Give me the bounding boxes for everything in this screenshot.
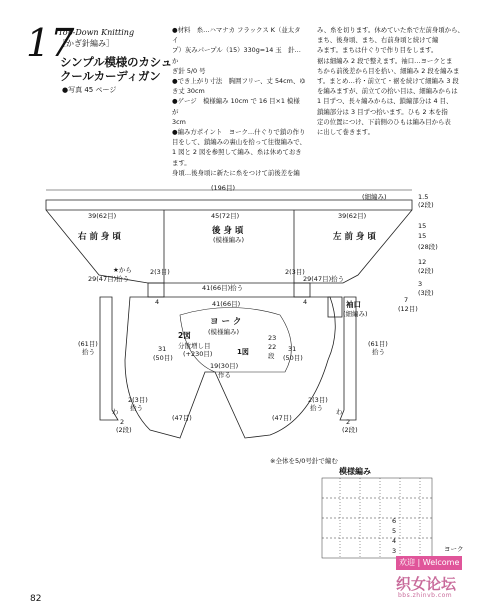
back-label: 後 身 頃: [212, 226, 244, 236]
row-label: 4: [392, 537, 397, 545]
photo-reference: ●写真 45 ページ: [62, 86, 117, 94]
instruction-line: 鎖編部分は 3 目ずつ拾います。ひも 2 本を指: [317, 107, 448, 116]
side-dim: (28段): [418, 243, 438, 251]
border-label: (細編み): [362, 193, 387, 201]
watermark-site: 织女论坛: [396, 575, 457, 593]
cuff-7: 7: [404, 296, 409, 304]
instruction-line: プ）灰みパープル（15）330g=14 玉 針…か: [172, 46, 301, 65]
under-2-left: 2(3目): [128, 396, 148, 404]
left-front-width: 39(62目): [338, 212, 367, 220]
neck-width: 19(30目): [210, 362, 239, 370]
series-label: Top-Down Knitting: [58, 28, 135, 37]
right-front-width: 39(62目): [88, 212, 117, 220]
under-47-right: (47目): [272, 414, 292, 422]
front-band-left: [100, 297, 118, 420]
start-mark: ★から: [113, 266, 132, 274]
instruction-line: 1 目ずつ、長々編みからは、鎖編部分は 4 目、: [317, 97, 453, 106]
instruction-line: ●ゲージ 模様編み 10cm で 16 目×1 模様が: [172, 97, 300, 116]
watermark-url: bbs.zhinvb.com: [398, 592, 453, 599]
pick-29-left: 29(47目)拾う: [88, 275, 130, 283]
neck-make: 作る: [218, 371, 231, 379]
instruction-line: み、糸を切ります。休めていた糸で左前身頃から、: [317, 26, 464, 34]
pattern-number: 17: [26, 21, 75, 65]
instruction-line: に出して巻きます。: [317, 128, 375, 137]
wa-left: わ: [112, 408, 119, 416]
instruction-line: 3cm: [172, 117, 186, 126]
band-pick-right: 拾う: [372, 348, 385, 356]
yoke-sub-label: (模様編み): [208, 328, 240, 336]
n4-left: 4: [155, 298, 160, 306]
rows-23: 23: [268, 334, 277, 342]
instruction-line: みます。まちは什ぐりで作り目をします。: [317, 46, 438, 55]
side-dim: (2段): [418, 267, 434, 275]
under-47-left: (47目): [172, 414, 192, 422]
side-dim: 15: [418, 232, 427, 240]
half-2-right: 2: [346, 418, 351, 426]
instruction-line: 定の位置につけ、下前側のひもは編み目から表: [317, 117, 451, 126]
pick-2-3-left: 2(3目): [150, 268, 170, 276]
page-number: 82: [30, 594, 42, 604]
pick-2-3-right: 2(3目): [285, 268, 305, 276]
instruction-line: ぎ針 5/0 号: [172, 66, 206, 75]
needle-note: ※全体を5/0号針で編む: [270, 457, 338, 465]
instruction-line: を編みますが、前立ての拾い目は、細編みからは: [317, 87, 458, 96]
row-label: 3: [392, 547, 397, 555]
watermark-badge: 欢迎 | Welcome: [396, 556, 462, 570]
under-pick-left: 拾う: [130, 404, 143, 412]
half-2b-right: (2段): [342, 426, 358, 434]
dist-increase: 分散増し目: [178, 342, 211, 350]
half-2-left: 2: [120, 418, 125, 426]
machi-pick: 41(66目)拾う: [202, 284, 244, 292]
side-dim: 1.5: [418, 193, 429, 201]
yoke-31-left: 31: [158, 345, 167, 353]
cuff-12: (12目): [398, 305, 418, 313]
fig2-label: 2図: [178, 331, 191, 340]
side-dim: (3段): [418, 289, 434, 297]
instruction-line: き丈 30cm: [172, 87, 205, 96]
yoke-label: ヨ ー ク: [210, 317, 242, 327]
fig1-label: 1図: [237, 348, 249, 356]
instruction-line: 身頃…後身頃に新たに糸をつけて前後差を編: [172, 168, 300, 177]
instruction-line: す。まとめ…衿・前立て・裾を続けて細編み 3 段: [317, 77, 459, 86]
instruction-line: 裾は細編み 2 段で整えます。袖口…ヨークとま: [317, 56, 453, 65]
side-dim: (2段): [418, 201, 434, 209]
under-pick-right: 拾う: [310, 404, 323, 412]
instruction-line: ●材料 糸…ハマナカ フラックス K（並太タイ: [172, 26, 301, 45]
rows-22: 22: [268, 343, 277, 351]
instruction-line: ちから前後差から目を拾い、細編み 2 段を編みま: [317, 66, 460, 75]
band-61-left: (61目): [78, 340, 98, 348]
machi-make: 41(66目): [212, 300, 241, 308]
wa-right: わ: [336, 408, 343, 416]
pattern-title-line1: シンプル模様のカシュ: [60, 55, 173, 69]
dist-increase-val: (+230目): [183, 350, 213, 358]
instruction-line: ●でき上がり寸法 胸囲フリー、丈 54cm、ゆ: [172, 77, 306, 86]
half-2b-left: (2段): [116, 426, 132, 434]
under-2-right: 2(3目): [308, 396, 328, 404]
row-label: 6: [392, 517, 397, 525]
left-front-label: 左 前 身 頃: [333, 232, 376, 242]
instruction-line: まち、後身頃、まち、右前身頃と続けて編: [317, 36, 439, 45]
rows-dan: 段: [268, 352, 275, 360]
side-dim: 12: [418, 258, 427, 266]
yoke-arrow-label: ヨーク: [444, 545, 464, 553]
stitch-chart: [322, 478, 432, 558]
pattern-title-line2: クールカーディガン: [60, 69, 161, 83]
band-pick-left: 拾う: [82, 348, 95, 356]
back-sub-label: (模様編み): [213, 236, 245, 244]
yoke-31-right: 31: [288, 345, 297, 353]
technique-label: ［かぎ針編み］: [58, 39, 114, 48]
cuff-label: 袖口: [346, 300, 361, 309]
pattern-stitch-title: 模様編み: [339, 467, 371, 476]
right-front-label: 右 前 身 頃: [78, 232, 121, 242]
cuff-rect: [328, 297, 342, 317]
n4-right: 4: [303, 298, 308, 306]
yoke-50-left: (50目): [153, 354, 173, 362]
gusset-left: [148, 283, 164, 297]
band-61-right: (61目): [368, 340, 388, 348]
instruction-line: 1 図と 2 図を参照して編み、糸は休めておきます。: [172, 148, 302, 167]
cuff-sub-label: (細編み): [343, 310, 368, 318]
yoke-50-right: (50目): [283, 354, 303, 362]
side-dim: 3: [418, 280, 423, 288]
back-width: 45(72目): [211, 212, 240, 220]
pick-29-right: 29(47目)拾う: [303, 275, 345, 283]
side-dim: 15: [418, 222, 427, 230]
row-label: 5: [392, 527, 397, 535]
gusset-right: [294, 283, 310, 297]
instruction-line: 目をして、鎖編みの裏山を拾って往復編みで、: [172, 138, 306, 147]
dim-total: (196目): [211, 184, 235, 192]
instruction-line: ●編み方ポイント ヨーク…什ぐりで鎖の作り: [172, 128, 306, 137]
